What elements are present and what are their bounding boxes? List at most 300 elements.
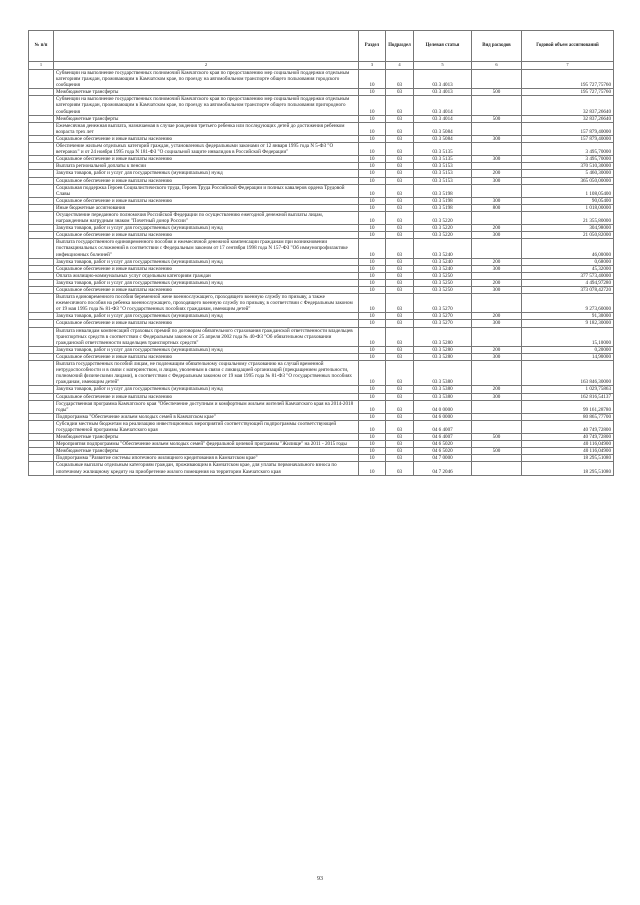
- row-subsection-cell: 03: [386, 232, 414, 239]
- row-number-cell: [29, 197, 54, 204]
- header-target: Целевая статья: [414, 31, 472, 62]
- table-row: [29, 225, 614, 232]
- row-target-cell: 03 3 5270: [414, 320, 472, 327]
- row-subsection-cell: 03: [386, 96, 414, 115]
- table-row: [29, 393, 614, 400]
- row-target-cell: 04 6 5020: [414, 448, 472, 455]
- row-section-cell: 10: [359, 115, 386, 122]
- row-section-cell: 10: [359, 96, 386, 115]
- row-exptype-cell: [472, 361, 522, 386]
- table-row: [29, 122, 614, 135]
- row-amount-cell: 0,20000: [522, 346, 614, 353]
- row-subsection-cell: 03: [386, 115, 414, 122]
- table-row: [29, 287, 614, 294]
- table-row: [29, 184, 614, 197]
- row-number-cell: [29, 143, 54, 156]
- row-section-cell: 10: [359, 143, 386, 156]
- row-name-cell: Выплата единовременного пособия беременной жене военнослужащего, проходящего военную службу по призыву, а также ежемесячного пособия на ребенка военнослужащего, проходящего военную службу по призыву, в соответствии с Федеральным законом от 19 мая 1995 года № 81-ФЗ "О государственных пособиях гражданам, имеющим детей": [54, 294, 359, 313]
- row-subsection-cell: 03: [386, 287, 414, 294]
- row-subsection-cell: 03: [386, 89, 414, 96]
- row-amount-cell: 32 837,26640: [522, 96, 614, 115]
- row-amount-cell: 40 749,72800: [522, 434, 614, 441]
- row-subsection-cell: 03: [386, 184, 414, 197]
- row-exptype-cell: 300: [472, 353, 522, 360]
- row-amount-cell: 21 355,80000: [522, 211, 614, 224]
- row-section-cell: 10: [359, 265, 386, 272]
- row-name-cell: Осуществление переданного полномочия Российской Федерации по осуществлению ежегодной денежной выплаты лицам, награжденным нагрудным знаком "Почетный донор России": [54, 211, 359, 224]
- header-amount: Годовой объем ассигнований: [522, 31, 614, 62]
- row-target-cell: 03 3 5380: [414, 361, 472, 386]
- row-name-cell: Выплата государственных пособий лицам, не подлежащим обязательному социальному страхованию на случай временной нетрудоспособности и в связи с материнством, и лицам, уволенным в связи с ликвидацией организаций (прекращением деятельности, полномочий физическими лицами), в соответствии с Федеральным законом от 19 мая 1995 года № 81-ФЗ "О государственных пособиях гражданам, имеющим детей": [54, 361, 359, 386]
- row-subsection-cell: 03: [386, 239, 414, 258]
- row-amount-cell: 370 510,30000: [522, 163, 614, 170]
- col-index: 4: [386, 62, 414, 70]
- row-target-cell: 03 3 5198: [414, 184, 472, 197]
- row-amount-cell: 195 727,75760: [522, 89, 614, 96]
- table-row: [29, 434, 614, 441]
- row-exptype-cell: [472, 163, 522, 170]
- row-number-cell: [29, 232, 54, 239]
- row-subsection-cell: 03: [386, 135, 414, 142]
- row-exptype-cell: [472, 184, 522, 197]
- row-exptype-cell: [472, 122, 522, 135]
- row-target-cell: 04 6 4007: [414, 420, 472, 433]
- row-subsection-cell: 03: [386, 393, 414, 400]
- row-number-cell: [29, 170, 54, 177]
- row-target-cell: 03 3 5240: [414, 239, 472, 258]
- row-section-cell: 10: [359, 353, 386, 360]
- row-exptype-cell: [472, 294, 522, 313]
- row-subsection-cell: 03: [386, 361, 414, 386]
- row-subsection-cell: 03: [386, 400, 414, 413]
- row-amount-cell: 1 108,05400: [522, 184, 614, 197]
- row-subsection-cell: 03: [386, 420, 414, 433]
- col-index: 1: [29, 62, 54, 70]
- row-amount-cell: 9 273,60000: [522, 294, 614, 313]
- row-target-cell: 03 3 5240: [414, 258, 472, 265]
- row-name-cell: Социальное обеспечение и иные выплаты населению: [54, 265, 359, 272]
- row-exptype-cell: 500: [472, 434, 522, 441]
- page-number: 93: [317, 876, 323, 882]
- row-amount-cell: 21 050,82000: [522, 232, 614, 239]
- table-row: [29, 163, 614, 170]
- row-exptype-cell: [472, 272, 522, 279]
- table-row: [29, 156, 614, 163]
- table-row: [29, 197, 614, 204]
- row-section-cell: 10: [359, 258, 386, 265]
- row-name-cell: Подпрограмма "Обеспечение жильем молодых семей в Камчатском крае": [54, 413, 359, 420]
- table-row: [29, 279, 614, 286]
- row-number-cell: [29, 320, 54, 327]
- row-exptype-cell: 200: [472, 386, 522, 393]
- row-target-cell: 03 3 5250: [414, 279, 472, 286]
- row-target-cell: 03 3 5270: [414, 313, 472, 320]
- row-subsection-cell: 03: [386, 70, 414, 89]
- table-row: [29, 239, 614, 258]
- row-number-cell: [29, 462, 54, 475]
- row-number-cell: [29, 239, 54, 258]
- row-number-cell: [29, 441, 54, 448]
- row-exptype-cell: 500: [472, 89, 522, 96]
- row-subsection-cell: 03: [386, 353, 414, 360]
- row-target-cell: 03 3 4014: [414, 96, 472, 115]
- row-number-cell: [29, 156, 54, 163]
- table-row: [29, 361, 614, 386]
- row-amount-cell: 5 460,30000: [522, 170, 614, 177]
- table-row: [29, 327, 614, 346]
- row-subsection-cell: 03: [386, 413, 414, 420]
- row-amount-cell: 0,68000: [522, 258, 614, 265]
- row-section-cell: 10: [359, 320, 386, 327]
- row-number-cell: [29, 434, 54, 441]
- row-subsection-cell: 03: [386, 211, 414, 224]
- table-row: [29, 265, 614, 272]
- row-subsection-cell: 03: [386, 177, 414, 184]
- row-section-cell: 10: [359, 448, 386, 455]
- row-amount-cell: 157 879,40000: [522, 122, 614, 135]
- row-number-cell: [29, 353, 54, 360]
- row-section-cell: 10: [359, 272, 386, 279]
- row-amount-cell: 90,05400: [522, 197, 614, 204]
- row-section-cell: 10: [359, 89, 386, 96]
- row-section-cell: 10: [359, 386, 386, 393]
- row-name-cell: Субвенции на выполнение государственных полномочий Камчатского края по предоставлению мер социальной поддержки отдельным категориям граждан, проживающим в Камчатском крае, по проезду на автомобильном транспорте общего пользования городского сообщения: [54, 70, 359, 89]
- row-exptype-cell: 200: [472, 258, 522, 265]
- row-target-cell: 03 3 5135: [414, 143, 472, 156]
- row-number-cell: [29, 122, 54, 135]
- header-subsection: Подраздел: [386, 31, 414, 62]
- row-name-cell: Межбюджетные трансферты: [54, 115, 359, 122]
- row-exptype-cell: 300: [472, 135, 522, 142]
- row-amount-cell: 14,90000: [522, 353, 614, 360]
- row-exptype-cell: 300: [472, 177, 522, 184]
- row-subsection-cell: 03: [386, 327, 414, 346]
- row-target-cell: 03 3 5153: [414, 170, 472, 177]
- row-section-cell: 10: [359, 420, 386, 433]
- row-target-cell: 04 6 4007: [414, 434, 472, 441]
- row-amount-cell: 45,32000: [522, 265, 614, 272]
- row-number-cell: [29, 163, 54, 170]
- row-name-cell: Социальное обеспечение и иные выплаты населению: [54, 393, 359, 400]
- header-num: № п/п: [29, 31, 54, 62]
- row-name-cell: Социальное обеспечение и иные выплаты населению: [54, 320, 359, 327]
- table-row: [29, 89, 614, 96]
- row-exptype-cell: 200: [472, 279, 522, 286]
- table-row: [29, 232, 614, 239]
- row-subsection-cell: 03: [386, 163, 414, 170]
- row-target-cell: 03 3 5220: [414, 225, 472, 232]
- row-exptype-cell: 200: [472, 170, 522, 177]
- row-amount-cell: 15,10000: [522, 327, 614, 346]
- row-name-cell: Подпрограмма "Развитие системы ипотечного жилищного кредитования в Камчатском крае": [54, 455, 359, 462]
- table-row: [29, 346, 614, 353]
- row-amount-cell: 304,98000: [522, 225, 614, 232]
- row-section-cell: 10: [359, 177, 386, 184]
- row-target-cell: 04 7 0000: [414, 455, 472, 462]
- row-subsection-cell: 03: [386, 462, 414, 475]
- row-amount-cell: 1 018,00000: [522, 204, 614, 211]
- row-section-cell: 10: [359, 455, 386, 462]
- row-name-cell: Обеспечение жильем отдельных категорий граждан, установленных федеральными законами от 12 января 1995 года N 5-ФЗ "О ветеранах" и от 24 ноября 1995 года N 181-ФЗ "О социальной защите инвалидов в Российской Федерации": [54, 143, 359, 156]
- row-section-cell: 10: [359, 287, 386, 294]
- row-number-cell: [29, 420, 54, 433]
- row-name-cell: Закупка товаров, работ и услуг для государственных (муниципальных) нужд: [54, 313, 359, 320]
- row-target-cell: 04 6 0000: [414, 413, 472, 420]
- col-index: 6: [472, 62, 522, 70]
- row-name-cell: Мероприятия подпрограммы "Обеспечение жильем молодых семей" федеральной целевой программы "Жилище" на 2011 - 2015 годы: [54, 441, 359, 448]
- row-target-cell: 03 3 5250: [414, 272, 472, 279]
- row-exptype-cell: 300: [472, 393, 522, 400]
- row-exptype-cell: [472, 413, 522, 420]
- row-section-cell: 10: [359, 70, 386, 89]
- row-number-cell: [29, 89, 54, 96]
- table-row: [29, 413, 614, 420]
- row-target-cell: 03 3 5084: [414, 135, 472, 142]
- row-name-cell: Социальное обеспечение и иные выплаты населению: [54, 287, 359, 294]
- row-target-cell: 03 3 5250: [414, 287, 472, 294]
- row-subsection-cell: 03: [386, 225, 414, 232]
- row-subsection-cell: 03: [386, 434, 414, 441]
- row-amount-cell: 4 494,97280: [522, 279, 614, 286]
- row-name-cell: Социальное обеспечение и иные выплаты населению: [54, 177, 359, 184]
- row-exptype-cell: 300: [472, 197, 522, 204]
- budget-table: [28, 30, 614, 476]
- row-section-cell: 10: [359, 197, 386, 204]
- header-exptype: Вид расходов: [472, 31, 522, 62]
- row-name-cell: Ежемесячная денежная выплата, назначаемая в случае рождения третьего ребенка или последующих детей до достижения ребенком возраста трех лет: [54, 122, 359, 135]
- row-section-cell: 10: [359, 135, 386, 142]
- row-name-cell: Государственная программа Камчатского края "Обеспечение доступным и комфортным жильем жителей Камчатского края на 2014-2018 годы": [54, 400, 359, 413]
- row-section-cell: 10: [359, 163, 386, 170]
- row-section-cell: 10: [359, 279, 386, 286]
- row-name-cell: Социальное обеспечение и иные выплаты населению: [54, 135, 359, 142]
- row-section-cell: 10: [359, 170, 386, 177]
- row-subsection-cell: 03: [386, 441, 414, 448]
- row-subsection-cell: 03: [386, 122, 414, 135]
- row-target-cell: 03 3 5280: [414, 353, 472, 360]
- row-amount-cell: 163 846,30000: [522, 361, 614, 386]
- row-number-cell: [29, 294, 54, 313]
- row-target-cell: 04 0 0000: [414, 400, 472, 413]
- table-row: [29, 96, 614, 115]
- row-amount-cell: 3 495,70000: [522, 143, 614, 156]
- row-target-cell: 03 3 5153: [414, 163, 472, 170]
- row-section-cell: 10: [359, 393, 386, 400]
- row-target-cell: 03 3 5280: [414, 327, 472, 346]
- row-amount-cell: 40 116,04900: [522, 441, 614, 448]
- row-amount-cell: 40 116,04900: [522, 448, 614, 455]
- table-row: [29, 320, 614, 327]
- row-number-cell: [29, 272, 54, 279]
- row-exptype-cell: 300: [472, 265, 522, 272]
- table-row: [29, 462, 614, 475]
- row-name-cell: Выплата региональной доплаты к пенсии: [54, 163, 359, 170]
- row-number-cell: [29, 177, 54, 184]
- row-amount-cell: 99 161,28780: [522, 400, 614, 413]
- row-exptype-cell: 500: [472, 448, 522, 455]
- row-target-cell: 03 3 5220: [414, 211, 472, 224]
- row-target-cell: 03 3 5135: [414, 156, 472, 163]
- row-name-cell: Закупка товаров, работ и услуг для государственных (муниципальных) нужд: [54, 258, 359, 265]
- row-section-cell: 10: [359, 327, 386, 346]
- row-subsection-cell: 03: [386, 204, 414, 211]
- row-number-cell: [29, 265, 54, 272]
- row-exptype-cell: 300: [472, 287, 522, 294]
- row-name-cell: Социальное обеспечение и иные выплаты населению: [54, 156, 359, 163]
- row-subsection-cell: 03: [386, 156, 414, 163]
- row-exptype-cell: [472, 70, 522, 89]
- row-number-cell: [29, 204, 54, 211]
- row-amount-cell: 18 295,51080: [522, 455, 614, 462]
- table-row: [29, 170, 614, 177]
- row-name-cell: Социальная поддержка Героев Социалистического труда, Героев Труда Российской Федерации и полных кавалеров ордена Трудовой Славы: [54, 184, 359, 197]
- row-section-cell: 10: [359, 294, 386, 313]
- row-section-cell: 10: [359, 239, 386, 258]
- row-target-cell: 03 3 5153: [414, 177, 472, 184]
- row-amount-cell: 1 029,75863: [522, 386, 614, 393]
- row-name-cell: Субсидии местным бюджетам на реализацию инвестиционных мероприятий соответствующей подпрограммы соответствующей государственной программы Камчатского края: [54, 420, 359, 433]
- table-row: [29, 258, 614, 265]
- row-section-cell: 10: [359, 413, 386, 420]
- row-section-cell: 10: [359, 313, 386, 320]
- row-subsection-cell: 03: [386, 143, 414, 156]
- row-name-cell: Межбюджетные трансферты: [54, 448, 359, 455]
- row-exptype-cell: [472, 239, 522, 258]
- row-name-cell: Социальное обеспечение и иные выплаты населению: [54, 232, 359, 239]
- row-exptype-cell: [472, 455, 522, 462]
- row-target-cell: 03 3 4013: [414, 70, 472, 89]
- row-target-cell: 03 3 4014: [414, 115, 472, 122]
- row-exptype-cell: [472, 462, 522, 475]
- row-section-cell: 10: [359, 346, 386, 353]
- row-subsection-cell: 03: [386, 448, 414, 455]
- row-target-cell: 03 3 5198: [414, 204, 472, 211]
- row-target-cell: 03 3 5270: [414, 294, 472, 313]
- col-index: 2: [54, 62, 359, 70]
- row-amount-cell: 32 837,26640: [522, 115, 614, 122]
- row-number-cell: [29, 361, 54, 386]
- row-section-cell: 10: [359, 441, 386, 448]
- table-row: [29, 272, 614, 279]
- row-name-cell: Социальное обеспечение и иные выплаты населению: [54, 197, 359, 204]
- table-row: [29, 448, 614, 455]
- table-row: [29, 294, 614, 313]
- row-name-cell: Закупка товаров, работ и услуг для государственных (муниципальных) нужд: [54, 346, 359, 353]
- row-subsection-cell: 03: [386, 279, 414, 286]
- row-section-cell: 10: [359, 184, 386, 197]
- row-name-cell: Закупка товаров, работ и услуг для государственных (муниципальных) нужд: [54, 386, 359, 393]
- row-name-cell: Иные бюджетные ассигнования: [54, 204, 359, 211]
- row-subsection-cell: 03: [386, 265, 414, 272]
- row-section-cell: 10: [359, 400, 386, 413]
- row-amount-cell: 40 749,72800: [522, 420, 614, 433]
- column-index-row: [29, 62, 614, 70]
- table-row: [29, 177, 614, 184]
- table-row: [29, 420, 614, 433]
- row-number-cell: [29, 184, 54, 197]
- table-row: [29, 313, 614, 320]
- row-number-cell: [29, 393, 54, 400]
- row-exptype-cell: [472, 441, 522, 448]
- col-index: 7: [522, 62, 614, 70]
- row-section-cell: 10: [359, 225, 386, 232]
- row-section-cell: 10: [359, 122, 386, 135]
- row-subsection-cell: 03: [386, 197, 414, 204]
- row-name-cell: Субвенции на выполнение государственных полномочий Камчатского края по предоставлению мер социальной поддержки отдельным категориям граждан, проживающим в Камчатском крае, по проезду на автомобильном транспорте общего пользования пригородного сообщения: [54, 96, 359, 115]
- header-section: Раздел: [359, 31, 386, 62]
- row-number-cell: [29, 455, 54, 462]
- table-row: [29, 143, 614, 156]
- row-exptype-cell: [472, 400, 522, 413]
- row-name-cell: Межбюджетные трансферты: [54, 89, 359, 96]
- row-subsection-cell: 03: [386, 313, 414, 320]
- row-number-cell: [29, 115, 54, 122]
- table-row: [29, 400, 614, 413]
- table-body: [29, 70, 614, 476]
- row-number-cell: [29, 70, 54, 89]
- row-target-cell: 03 3 5084: [414, 122, 472, 135]
- table-row: [29, 115, 614, 122]
- table-row: [29, 135, 614, 142]
- row-number-cell: [29, 413, 54, 420]
- row-number-cell: [29, 135, 54, 142]
- table-row: [29, 70, 614, 89]
- row-amount-cell: 91,30000: [522, 313, 614, 320]
- row-subsection-cell: 03: [386, 346, 414, 353]
- row-name-cell: Закупка товаров, работ и услуг для государственных (муниципальных) нужд: [54, 225, 359, 232]
- row-amount-cell: 195 727,75760: [522, 70, 614, 89]
- col-index: 5: [414, 62, 472, 70]
- row-subsection-cell: 03: [386, 386, 414, 393]
- row-target-cell: 04 6 5020: [414, 441, 472, 448]
- row-target-cell: 03 3 5240: [414, 265, 472, 272]
- row-amount-cell: 46,00000: [522, 239, 614, 258]
- row-exptype-cell: 200: [472, 225, 522, 232]
- row-exptype-cell: 200: [472, 346, 522, 353]
- row-amount-cell: 162 816,54137: [522, 393, 614, 400]
- row-exptype-cell: 300: [472, 232, 522, 239]
- row-subsection-cell: 03: [386, 170, 414, 177]
- row-subsection-cell: 03: [386, 320, 414, 327]
- table-row: [29, 353, 614, 360]
- row-name-cell: Социальное обеспечение и иные выплаты населению: [54, 353, 359, 360]
- row-target-cell: 03 3 5280: [414, 346, 472, 353]
- row-target-cell: 04 7 2046: [414, 462, 472, 475]
- table-row: [29, 204, 614, 211]
- row-section-cell: 10: [359, 156, 386, 163]
- row-section-cell: 10: [359, 462, 386, 475]
- row-exptype-cell: [472, 143, 522, 156]
- row-amount-cell: 157 879,40000: [522, 135, 614, 142]
- row-name-cell: Закупка товаров, работ и услуг для государственных (муниципальных) нужд: [54, 279, 359, 286]
- row-number-cell: [29, 258, 54, 265]
- header-name: [54, 31, 359, 62]
- row-exptype-cell: [472, 420, 522, 433]
- row-section-cell: 10: [359, 211, 386, 224]
- row-name-cell: Межбюджетные трансферты: [54, 434, 359, 441]
- row-amount-cell: 3 495,70000: [522, 156, 614, 163]
- row-subsection-cell: 03: [386, 294, 414, 313]
- table-header-row: [29, 31, 614, 62]
- row-number-cell: [29, 346, 54, 353]
- row-exptype-cell: 200: [472, 313, 522, 320]
- row-exptype-cell: [472, 96, 522, 115]
- row-number-cell: [29, 287, 54, 294]
- col-index: 3: [359, 62, 386, 70]
- row-subsection-cell: 03: [386, 258, 414, 265]
- row-exptype-cell: 800: [472, 204, 522, 211]
- row-name-cell: Оплата жилищно-коммунальных услуг отдельным категориям граждан: [54, 272, 359, 279]
